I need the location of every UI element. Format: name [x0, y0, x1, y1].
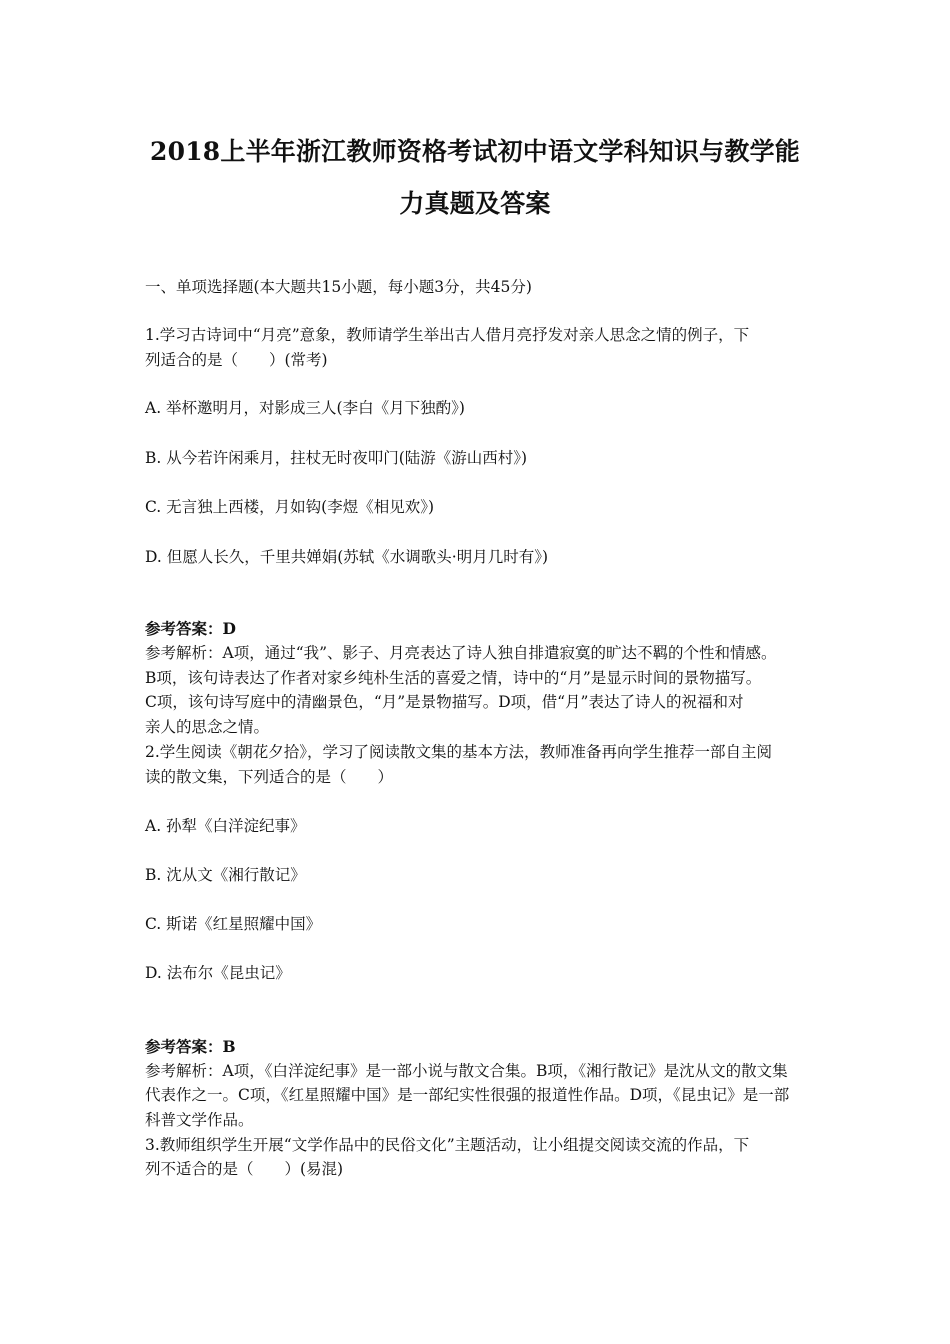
q2-answer: 参考答案：B [145, 1037, 236, 1056]
q2-stem-line-1: 2.学生阅读《朝花夕拾》，学习了阅读散文集的基本方法，教师准备再向学生推荐一部自主阅 [145, 743, 773, 761]
q2-option-c: C. 斯诺《红星照耀中国》 [145, 915, 322, 933]
q2-analysis-line-1: 参考解析：A项，《白洋淀纪事》是一部小说与散文合集。B项，《湘行散记》是沈从文的散文集 [145, 1062, 788, 1080]
q1-option-b: B. 从今若许闲乘月，拄杖无时夜叩门(陆游《游山西村》) [145, 449, 528, 467]
q2-option-d: D. 法布尔《昆虫记》 [145, 964, 291, 982]
q2-analysis-line-3: 科普文学作品。 [145, 1111, 254, 1129]
q1-option-c: C. 无言独上西楼，月如钩(李煜《相见欢》) [145, 498, 435, 516]
q1-analysis-line-2: B项，该句诗表达了作者对家乡纯朴生活的喜爱之情，诗中的“月”是显示时间的景物描写。 [145, 669, 762, 687]
q1-option-a: A. 举杯邀明月，对影成三人(李白《月下独酌》) [145, 399, 465, 417]
q1-analysis-line-4: 亲人的思念之情。 [145, 718, 270, 736]
section-heading: 一、单项选择题(本大题共15小题，每小题3分，共45分) [145, 278, 532, 296]
q3-stem-line-2: 列不适合的是（ ）(易混) [145, 1160, 344, 1178]
q1-answer: 参考答案：D [145, 619, 236, 638]
q3-stem-line-1: 3.教师组织学生开展“文学作品中的民俗文化”主题活动，让小组提交阅读交流的作品，下 [145, 1136, 750, 1154]
q1-stem-line-1: 1.学习古诗词中“月亮”意象，教师请学生举出古人借月亮抒发对亲人思念之情的例子，下 [145, 326, 750, 344]
document-title-line-2: 力真题及答案 [399, 189, 551, 218]
q2-option-b: B. 沈从文《湘行散记》 [145, 866, 306, 884]
document-title-line-1: 2018上半年浙江教师资格考试初中语文学科知识与教学能 [150, 137, 800, 166]
q2-analysis-line-2: 代表作之一。C项，《红星照耀中国》是一部纪实性很强的报道性作品。D项，《昆虫记》是一部 [145, 1086, 790, 1104]
q1-analysis-line-1: 参考解析：A项，通过“我”、影子、月亮表达了诗人独自排遣寂寞的旷达不羁的个性和情感。 [145, 644, 777, 662]
q2-stem-line-2: 读的散文集，下列适合的是（ ） [145, 768, 394, 786]
q1-stem-line-2: 列适合的是（ ）(常考) [145, 351, 328, 369]
q2-option-a: A. 孙犁《白洋淀纪事》 [145, 817, 306, 835]
q1-analysis-line-3: C项，该句诗写庭中的清幽景色，“月”是景物描写。D项，借“月”表达了诗人的祝福和对 [145, 693, 744, 711]
q1-option-d: D. 但愿人长久，千里共婵娟(苏轼《水调歌头·明月几时有》) [145, 548, 549, 566]
